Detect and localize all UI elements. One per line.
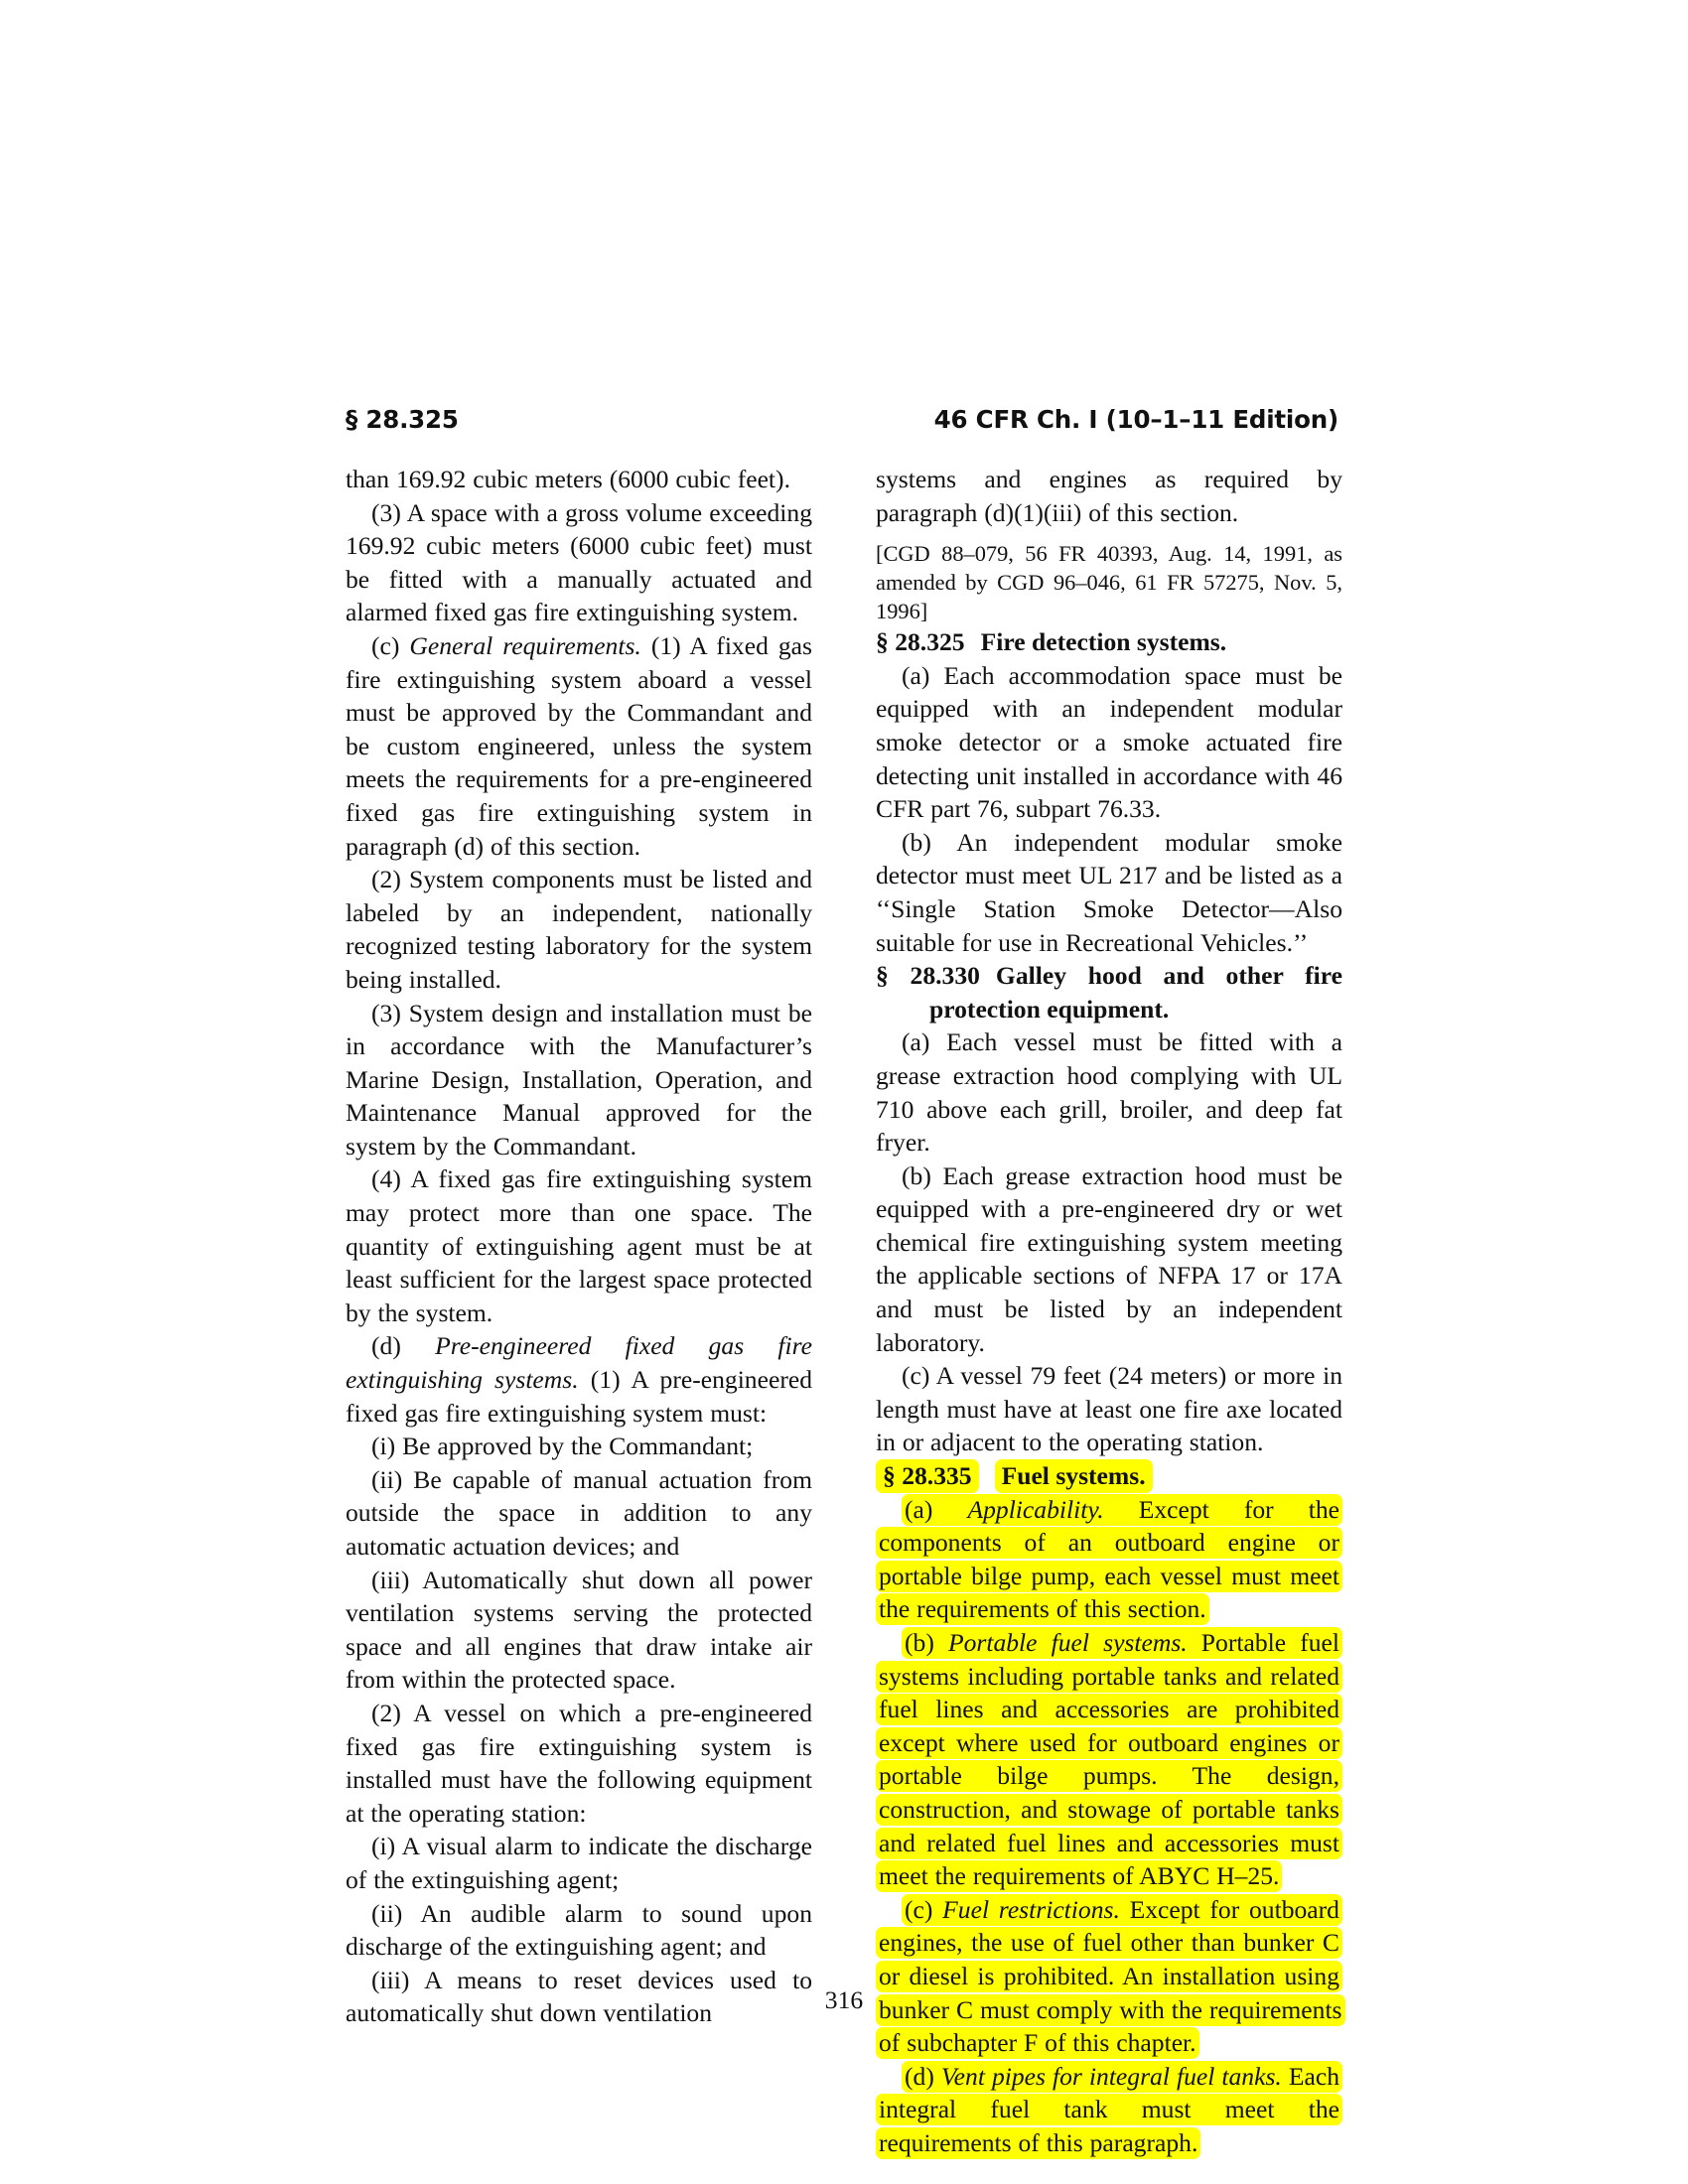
paragraph-label: (c) (371, 630, 410, 660)
body-paragraph: (i) Be approved by the Commandant; (371, 1432, 754, 1461)
body-paragraph: (iii) Automatically shut down all power ventilation systems serving the protected space and all engines that draw intake air from within the protected space. (346, 1565, 812, 1695)
paragraph-italic-heading: Vent pipes for integral fuel tanks. (940, 2061, 1282, 2091)
body-paragraph (346, 629, 812, 863)
section-title: Fire detection systems. (980, 627, 1227, 657)
body-paragraph: (ii) Be capable of manual actuation from outside the space in addition to any automatic actuation devices; and (346, 1464, 812, 1561)
body-paragraph: (a) Each accommodation space must be equipped with an independent modular smoke detector or a smoke actuated fire detecting unit installed in accordance with 46 CFR part 76, subpart 76.33. (876, 660, 1342, 824)
paragraph-text: (1) A fixed gas fire extinguishing system aboard a vessel must be approved by the Commandant and be custom engineered, unless the system meets the requirements for a pre-engineered fixed gas fire extinguishing system in paragraph (d) of this section. (346, 630, 812, 861)
section-title: Galley hood and other fire protection equipment. (929, 961, 1342, 1024)
body-paragraph: (4) A fixed gas fire extinguishing system may protect more than one space. The quantity of extinguishing agent must be at least sufficient for the largest space protected by the system. (346, 1164, 812, 1327)
section-heading (876, 1459, 1342, 1493)
paragraph-italic-heading: Pre-engineered fixed gas fire extinguishing systems. (346, 1331, 812, 1395)
paragraph-label: (d) (905, 2061, 941, 2091)
paragraph-text: (1) A pre-engineered fixed gas fire extinguishing system must: (346, 1365, 813, 1428)
section-heading (876, 625, 1342, 659)
paragraph-italic-heading: General requirements. (409, 630, 641, 660)
right-column (876, 463, 1342, 2160)
body-paragraph (876, 1893, 1342, 2060)
paragraph-italic-heading: Fuel restrictions. (942, 1894, 1120, 1924)
body-paragraph: (a) Each vessel must be fitted with a grease extraction hood complying with UL 710 above each grill, broiler, and deep fat fryer. (876, 1027, 1342, 1158)
paragraph-italic-heading: Applicability. (967, 1494, 1104, 1524)
body-paragraph: (2) System components must be listed and labeled by an independent, nationally recognized testing laboratory for the system being installed. (346, 865, 812, 994)
paragraph-text: Except for outboard engines, the use of fuel other than bunker C or diesel is prohibited. An installation using bunker C must comply with the requirements of subchapter F of this chapter. (879, 1894, 1342, 2058)
paragraph-italic-heading: Portable fuel systems. (947, 1628, 1188, 1657)
body-paragraph (876, 1493, 1342, 1626)
body-columns (346, 463, 1342, 2160)
section-heading (876, 959, 1342, 1025)
body-paragraph: than 169.92 cubic meters (6000 cubic feet). (346, 465, 790, 493)
paragraph-label: (c) (905, 1894, 943, 1924)
page-number: 316 (824, 1985, 864, 2014)
running-head-section: § 28.325 (346, 405, 459, 434)
body-paragraph (346, 1329, 812, 1430)
body-paragraph: (ii) An audible alarm to sound upon discharge of the extinguishing agent; and (346, 1898, 812, 1962)
paragraph-text: Except for the components of an outboard engine or portable bilge pump, each vessel must meet the requirements of this section. (879, 1494, 1339, 1624)
body-paragraph: (3) A space with a gross volume exceeding 169.92 cubic meters (6000 cubic feet) must be fitted with a manually actuated and alarmed fixed gas fire extinguishing system. (346, 497, 812, 627)
paragraph-label: (a) (905, 1494, 968, 1524)
running-head (346, 405, 1338, 434)
body-paragraph: (iii) A means to reset devices used to automatically shut down ventilation (346, 1965, 812, 2028)
body-paragraph: (i) A visual alarm to indicate the discharge of the extinguishing agent; (346, 1832, 812, 1894)
section-title: Fuel systems. (995, 1459, 1153, 1493)
body-paragraph: (3) System design and installation must be in accordance with the Manufacturer’s Marine Design, Installation, Operation, and Maintenance Manual approved for the system by the Commandant. (346, 998, 812, 1160)
authority-citation: [CGD 88–079, 56 FR 40393, Aug. 14, 1991, as amended by CGD 96–046, 61 FR 57275, Nov. 5, 1996] (876, 541, 1342, 624)
body-paragraph (876, 1626, 1342, 1893)
section-number: § 28.325 (876, 627, 965, 657)
left-column (346, 463, 812, 2160)
body-paragraph: (b) Each grease extraction hood must be equipped with a pre-engineered dry or wet chemical fire extinguishing system meeting the applicable sections of NFPA 17 or 17A and must be listed by an independent laboratory. (876, 1160, 1342, 1357)
paragraph-label: (b) (905, 1628, 948, 1657)
paragraph-label: (d) (371, 1331, 436, 1361)
body-paragraph: (b) An independent modular smoke detector must meet UL 217 and be listed as a ‘‘Single Station Smoke Detector—Also suitable for use in Recreational Vehicles.’’ (876, 827, 1342, 957)
running-head-edition: 46 CFR Ch. I (10–1–11 Edition) (933, 405, 1338, 434)
body-paragraph: (c) A vessel 79 feet (24 meters) or more in length must have at least one fire axe located in or adjacent to the operating station. (876, 1361, 1342, 1457)
section-number: § 28.330 (876, 961, 980, 991)
paragraph-text: Each integral fuel tank must meet the requirements of this paragraph. (879, 2061, 1339, 2157)
body-paragraph (876, 2060, 1342, 2160)
body-paragraph: (2) A vessel on which a pre-engineered fixed gas fire extinguishing system is installed must have the following equipment at the operating station: (346, 1698, 812, 1828)
paragraph-text: Portable fuel systems including portable tanks and related fuel lines and accessories are prohibited except where used for outboard engines or portable bilge pumps. The design, construction, and stowage of portable tanks and related fuel lines and accessories must meet the requirements of ABYC H–25. (879, 1628, 1339, 1891)
section-number: § 28.335 (876, 1461, 979, 1490)
body-paragraph: systems and engines as required by paragraph (d)(1)(iii) of this section. (876, 465, 1342, 527)
